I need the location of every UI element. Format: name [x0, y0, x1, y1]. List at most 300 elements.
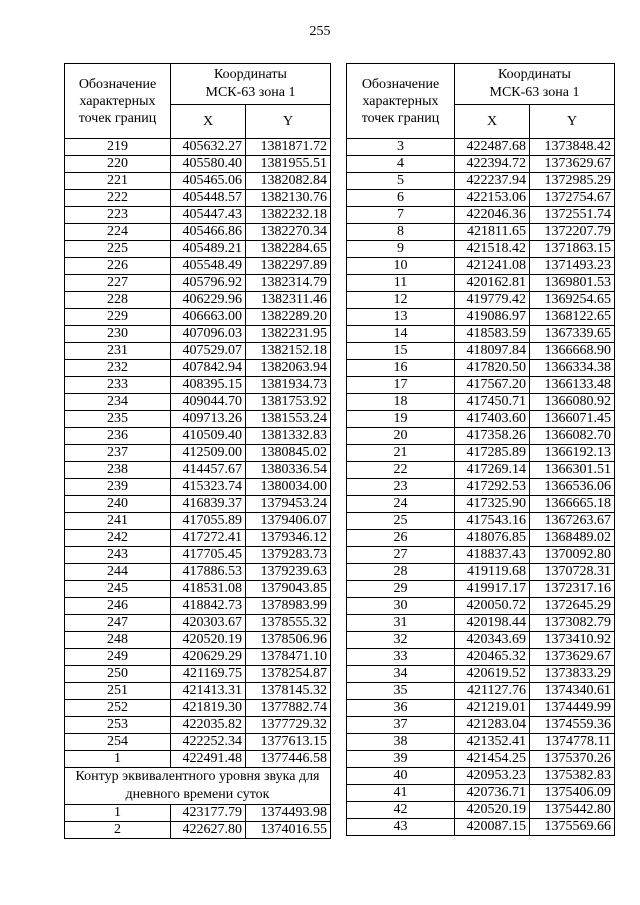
- y-coordinate-cell: 1380845.02: [246, 445, 331, 462]
- table-row: [65, 700, 331, 717]
- x-coordinate-cell: 408395.15: [171, 377, 246, 394]
- x-coordinate-cell: 415323.74: [171, 479, 246, 496]
- y-coordinate-cell: 1372317.16: [530, 581, 615, 598]
- y-coordinate-cell: 1382231.95: [246, 326, 331, 343]
- x-coordinate-cell: 405489.21: [171, 241, 246, 258]
- point-id-cell: 243: [65, 547, 171, 564]
- point-id-cell: 248: [65, 632, 171, 649]
- header-line: точек границ: [361, 110, 440, 126]
- x-coordinate-cell: 409713.26: [171, 411, 246, 428]
- point-id-cell: 249: [65, 649, 171, 666]
- y-coordinate-cell: 1366080.92: [530, 394, 615, 411]
- x-coordinate-cell: 418837.43: [455, 547, 530, 564]
- table-row: [347, 785, 615, 802]
- y-coordinate-cell: 1375370.26: [530, 751, 615, 768]
- y-coordinate-cell: 1381753.92: [246, 394, 331, 411]
- table-row: [65, 411, 331, 428]
- point-id-cell: 41: [347, 785, 455, 802]
- x-coordinate-cell: 417358.26: [455, 428, 530, 445]
- y-coordinate-cell: 1366334.38: [530, 360, 615, 377]
- point-id-cell: 40: [347, 768, 455, 785]
- y-coordinate-cell: 1366071.45: [530, 411, 615, 428]
- y-coordinate-cell: 1379346.12: [246, 530, 331, 547]
- table-row: [65, 377, 331, 394]
- y-coordinate-cell: 1366133.48: [530, 377, 615, 394]
- y-coordinate-cell: 1382297.89: [246, 258, 331, 275]
- point-id-cell: 254: [65, 734, 171, 751]
- y-coordinate-cell: 1378471.10: [246, 649, 331, 666]
- y-coordinate-cell: 1377446.58: [246, 751, 331, 768]
- page-number: 255: [309, 24, 331, 39]
- y-coordinate-cell: 1366192.13: [530, 445, 615, 462]
- point-id-cell: 3: [347, 139, 455, 156]
- y-coordinate-cell: 1378555.32: [246, 615, 331, 632]
- x-coordinate-cell: 420303.67: [171, 615, 246, 632]
- table-row: [347, 513, 615, 530]
- table-row: [65, 598, 331, 615]
- y-coordinate-cell: 1378506.96: [246, 632, 331, 649]
- point-id-cell: 8: [347, 224, 455, 241]
- y-coordinate-cell: 1370728.31: [530, 564, 615, 581]
- x-coordinate-cell: 412509.00: [171, 445, 246, 462]
- table-row: [347, 700, 615, 717]
- x-coordinate-cell: 417272.41: [171, 530, 246, 547]
- x-coordinate-cell: 422394.72: [455, 156, 530, 173]
- table-row: [347, 394, 615, 411]
- y-coordinate-cell: 1373848.42: [530, 139, 615, 156]
- y-header: Y: [246, 105, 331, 139]
- point-id-cell: 230: [65, 326, 171, 343]
- x-coordinate-cell: 421219.01: [455, 700, 530, 717]
- point-id-cell: 12: [347, 292, 455, 309]
- y-coordinate-cell: 1375569.66: [530, 819, 615, 836]
- x-header: X: [171, 105, 246, 139]
- table-row: [347, 343, 615, 360]
- y-header: Y: [530, 105, 615, 139]
- point-id-cell: 239: [65, 479, 171, 496]
- point-id-cell: 223: [65, 207, 171, 224]
- table-row: [347, 139, 615, 156]
- table-row: [65, 190, 331, 207]
- header-line: Координаты: [498, 67, 571, 82]
- point-id-cell: 232: [65, 360, 171, 377]
- point-id-cell: 252: [65, 700, 171, 717]
- table-row: [347, 309, 615, 326]
- table-row: [347, 241, 615, 258]
- point-id-cell: 25: [347, 513, 455, 530]
- point-id-cell: 2: [65, 822, 171, 839]
- section-label: Контур эквивалентного уровня звука для дневного времени суток: [65, 768, 331, 805]
- table-row: [65, 581, 331, 598]
- y-coordinate-cell: 1378254.87: [246, 666, 331, 683]
- coordinates-header: [455, 64, 615, 105]
- point-id-cell: 231: [65, 343, 171, 360]
- y-coordinate-cell: 1379043.85: [246, 581, 331, 598]
- table-row: [347, 530, 615, 547]
- x-coordinate-cell: 422252.34: [171, 734, 246, 751]
- y-coordinate-cell: 1369254.65: [530, 292, 615, 309]
- x-coordinate-cell: 422046.36: [455, 207, 530, 224]
- point-id-cell: 35: [347, 683, 455, 700]
- x-coordinate-cell: 405580.40: [171, 156, 246, 173]
- table-row: [347, 224, 615, 241]
- y-coordinate-cell: 1377729.32: [246, 717, 331, 734]
- x-coordinate-cell: 416839.37: [171, 496, 246, 513]
- x-coordinate-cell: 417285.89: [455, 445, 530, 462]
- x-coordinate-cell: 418842.73: [171, 598, 246, 615]
- point-id-cell: 9: [347, 241, 455, 258]
- y-coordinate-cell: 1382232.18: [246, 207, 331, 224]
- table-row: [65, 564, 331, 581]
- table-row: [347, 326, 615, 343]
- table-row: [347, 275, 615, 292]
- x-coordinate-cell: 421811.65: [455, 224, 530, 241]
- x-coordinate-cell: 417450.71: [455, 394, 530, 411]
- y-coordinate-cell: 1381553.24: [246, 411, 331, 428]
- y-coordinate-cell: 1373410.92: [530, 632, 615, 649]
- table-row: [65, 309, 331, 326]
- table-row: [347, 615, 615, 632]
- point-id-cell: 14: [347, 326, 455, 343]
- x-coordinate-cell: 417325.90: [455, 496, 530, 513]
- point-id-cell: 240: [65, 496, 171, 513]
- table-row: [347, 751, 615, 768]
- x-coordinate-cell: 407096.03: [171, 326, 246, 343]
- y-coordinate-cell: 1378145.32: [246, 683, 331, 700]
- x-coordinate-cell: 420050.72: [455, 598, 530, 615]
- x-coordinate-cell: 419917.17: [455, 581, 530, 598]
- header-line: Обозначение: [78, 76, 157, 92]
- x-coordinate-cell: 405447.43: [171, 207, 246, 224]
- table-row: [65, 394, 331, 411]
- y-coordinate-cell: 1381955.51: [246, 156, 331, 173]
- point-id-cell: 221: [65, 173, 171, 190]
- point-id-cell: 253: [65, 717, 171, 734]
- table-row: [347, 258, 615, 275]
- table-row: [65, 547, 331, 564]
- x-coordinate-cell: 418097.84: [455, 343, 530, 360]
- point-id-cell: 234: [65, 394, 171, 411]
- x-coordinate-cell: 420520.19: [455, 802, 530, 819]
- y-coordinate-cell: 1372645.29: [530, 598, 615, 615]
- table-row: [347, 683, 615, 700]
- table-row: [65, 530, 331, 547]
- point-id-cell: 43: [347, 819, 455, 836]
- x-coordinate-cell: 405448.57: [171, 190, 246, 207]
- point-id-cell: 18: [347, 394, 455, 411]
- point-id-cell: 34: [347, 666, 455, 683]
- x-coordinate-cell: 417543.16: [455, 513, 530, 530]
- x-coordinate-cell: 421518.42: [455, 241, 530, 258]
- table-row: [65, 513, 331, 530]
- header-line: Обозначение: [361, 76, 440, 92]
- table-row: [347, 547, 615, 564]
- point-id-cell: 22: [347, 462, 455, 479]
- y-coordinate-cell: 1380034.00: [246, 479, 331, 496]
- y-coordinate-cell: 1373629.67: [530, 649, 615, 666]
- y-coordinate-cell: 1381332.83: [246, 428, 331, 445]
- table-row: [347, 445, 615, 462]
- table-row: [65, 207, 331, 224]
- x-coordinate-cell: 420619.52: [455, 666, 530, 683]
- point-id-cell: 33: [347, 649, 455, 666]
- point-id-cell: 16: [347, 360, 455, 377]
- table-row: [347, 479, 615, 496]
- point-id-cell: 4: [347, 156, 455, 173]
- y-coordinate-cell: 1382289.20: [246, 309, 331, 326]
- table-row: [65, 224, 331, 241]
- y-coordinate-cell: 1379406.07: [246, 513, 331, 530]
- table-row: [65, 292, 331, 309]
- point-id-cell: 37: [347, 717, 455, 734]
- y-coordinate-cell: 1374493.98: [246, 805, 331, 822]
- point-id-cell: 247: [65, 615, 171, 632]
- x-coordinate-cell: 419119.68: [455, 564, 530, 581]
- x-coordinate-cell: 421352.41: [455, 734, 530, 751]
- x-coordinate-cell: 414457.67: [171, 462, 246, 479]
- x-coordinate-cell: 417403.60: [455, 411, 530, 428]
- y-coordinate-cell: 1367263.67: [530, 513, 615, 530]
- point-id-cell: 229: [65, 309, 171, 326]
- point-id-cell: 15: [347, 343, 455, 360]
- table-row: [65, 496, 331, 513]
- y-coordinate-cell: 1377613.15: [246, 734, 331, 751]
- x-header: X: [455, 105, 530, 139]
- y-coordinate-cell: 1372985.29: [530, 173, 615, 190]
- header-line: характерных: [362, 93, 439, 109]
- x-coordinate-cell: 420087.15: [455, 819, 530, 836]
- table-row: [347, 734, 615, 751]
- table-row: [65, 139, 331, 156]
- point-id-cell: 13: [347, 309, 455, 326]
- y-coordinate-cell: 1366665.18: [530, 496, 615, 513]
- point-id-cell: 27: [347, 547, 455, 564]
- section-row: [65, 768, 331, 805]
- point-id-cell: 225: [65, 241, 171, 258]
- point-id-cell: 244: [65, 564, 171, 581]
- x-coordinate-cell: 422487.68: [455, 139, 530, 156]
- table-row: [65, 241, 331, 258]
- point-id-cell: 21: [347, 445, 455, 462]
- y-coordinate-cell: 1382063.94: [246, 360, 331, 377]
- point-id-cell: 236: [65, 428, 171, 445]
- y-coordinate-cell: 1380336.54: [246, 462, 331, 479]
- header-line: характерных: [79, 93, 156, 109]
- x-coordinate-cell: 420343.69: [455, 632, 530, 649]
- table-row: [347, 428, 615, 445]
- y-coordinate-cell: 1374016.55: [246, 822, 331, 839]
- table-row: [65, 649, 331, 666]
- y-coordinate-cell: 1382270.34: [246, 224, 331, 241]
- y-coordinate-cell: 1382152.18: [246, 343, 331, 360]
- table-row: [65, 632, 331, 649]
- table-row: [347, 581, 615, 598]
- table-row: [65, 326, 331, 343]
- x-coordinate-cell: 422491.48: [171, 751, 246, 768]
- point-id-cell: 20: [347, 428, 455, 445]
- y-coordinate-cell: 1382314.79: [246, 275, 331, 292]
- table-row: [347, 632, 615, 649]
- point-id-cell: 251: [65, 683, 171, 700]
- table-row: [347, 649, 615, 666]
- point-id-cell: 42: [347, 802, 455, 819]
- table-row: [65, 360, 331, 377]
- table-row: [347, 462, 615, 479]
- point-id-cell: 6: [347, 190, 455, 207]
- y-coordinate-cell: 1379283.73: [246, 547, 331, 564]
- x-coordinate-cell: 423177.79: [171, 805, 246, 822]
- table-row: [347, 411, 615, 428]
- point-id-cell: 31: [347, 615, 455, 632]
- point-id-cell: 39: [347, 751, 455, 768]
- table-row: [65, 343, 331, 360]
- table-row: [65, 717, 331, 734]
- x-coordinate-cell: 422035.82: [171, 717, 246, 734]
- x-coordinate-cell: 405466.86: [171, 224, 246, 241]
- x-coordinate-cell: 422237.94: [455, 173, 530, 190]
- point-id-cell: 5: [347, 173, 455, 190]
- point-id-cell: 24: [347, 496, 455, 513]
- y-coordinate-cell: 1381871.72: [246, 139, 331, 156]
- table-row: [65, 683, 331, 700]
- table-row: [65, 479, 331, 496]
- y-coordinate-cell: 1374340.61: [530, 683, 615, 700]
- point-id-cell: 23: [347, 479, 455, 496]
- y-coordinate-cell: 1371863.15: [530, 241, 615, 258]
- y-coordinate-cell: 1370092.80: [530, 547, 615, 564]
- point-designation-header: [65, 64, 171, 139]
- table-row: [347, 173, 615, 190]
- x-coordinate-cell: 420953.23: [455, 768, 530, 785]
- x-coordinate-cell: 421169.75: [171, 666, 246, 683]
- table-row: [65, 258, 331, 275]
- x-coordinate-cell: 410509.40: [171, 428, 246, 445]
- x-coordinate-cell: 419086.97: [455, 309, 530, 326]
- table-row: [347, 377, 615, 394]
- x-coordinate-cell: 419779.42: [455, 292, 530, 309]
- x-coordinate-cell: 420520.19: [171, 632, 246, 649]
- point-id-cell: 29: [347, 581, 455, 598]
- point-id-cell: 38: [347, 734, 455, 751]
- x-coordinate-cell: 405465.06: [171, 173, 246, 190]
- x-coordinate-cell: 420162.81: [455, 275, 530, 292]
- point-id-cell: 227: [65, 275, 171, 292]
- x-coordinate-cell: 417055.89: [171, 513, 246, 530]
- y-coordinate-cell: 1367339.65: [530, 326, 615, 343]
- x-coordinate-cell: 406229.96: [171, 292, 246, 309]
- table-row: [347, 717, 615, 734]
- point-id-cell: 238: [65, 462, 171, 479]
- table-row: [65, 173, 331, 190]
- x-coordinate-cell: 405796.92: [171, 275, 246, 292]
- x-coordinate-cell: 421454.25: [455, 751, 530, 768]
- table-row: [347, 496, 615, 513]
- point-id-cell: 36: [347, 700, 455, 717]
- y-coordinate-cell: 1375442.80: [530, 802, 615, 819]
- point-id-cell: 250: [65, 666, 171, 683]
- x-coordinate-cell: 421241.08: [455, 258, 530, 275]
- x-coordinate-cell: 421819.30: [171, 700, 246, 717]
- y-coordinate-cell: 1366082.70: [530, 428, 615, 445]
- y-coordinate-cell: 1382082.84: [246, 173, 331, 190]
- point-designation-header: [347, 64, 455, 139]
- point-id-cell: 242: [65, 530, 171, 547]
- y-coordinate-cell: 1378983.99: [246, 598, 331, 615]
- table-row: [347, 190, 615, 207]
- table-row: [347, 598, 615, 615]
- table-row: [65, 822, 331, 839]
- y-coordinate-cell: 1382311.46: [246, 292, 331, 309]
- point-id-cell: 28: [347, 564, 455, 581]
- table-row: [347, 292, 615, 309]
- x-coordinate-cell: 407529.07: [171, 343, 246, 360]
- y-coordinate-cell: 1372551.74: [530, 207, 615, 224]
- x-coordinate-cell: 405632.27: [171, 139, 246, 156]
- y-coordinate-cell: 1375382.83: [530, 768, 615, 785]
- table-row: [65, 751, 331, 768]
- point-id-cell: 226: [65, 258, 171, 275]
- y-coordinate-cell: 1379239.63: [246, 564, 331, 581]
- y-coordinate-cell: 1373629.67: [530, 156, 615, 173]
- table-row: [347, 768, 615, 785]
- point-id-cell: 237: [65, 445, 171, 462]
- table-row: [347, 564, 615, 581]
- point-id-cell: 17: [347, 377, 455, 394]
- table-row: [347, 156, 615, 173]
- y-coordinate-cell: 1374559.36: [530, 717, 615, 734]
- x-coordinate-cell: 418583.59: [455, 326, 530, 343]
- point-id-cell: 10: [347, 258, 455, 275]
- point-id-cell: 246: [65, 598, 171, 615]
- y-coordinate-cell: 1372754.67: [530, 190, 615, 207]
- header-line: МСК-63 зона 1: [205, 85, 296, 100]
- table-row: [347, 360, 615, 377]
- y-coordinate-cell: 1368122.65: [530, 309, 615, 326]
- point-id-cell: 245: [65, 581, 171, 598]
- point-id-cell: 1: [65, 751, 171, 768]
- point-id-cell: 228: [65, 292, 171, 309]
- y-coordinate-cell: 1366668.90: [530, 343, 615, 360]
- table-row: [347, 802, 615, 819]
- x-coordinate-cell: 420629.29: [171, 649, 246, 666]
- point-id-cell: 224: [65, 224, 171, 241]
- point-id-cell: 219: [65, 139, 171, 156]
- x-coordinate-cell: 421127.76: [455, 683, 530, 700]
- y-coordinate-cell: 1372207.79: [530, 224, 615, 241]
- table-row: [65, 666, 331, 683]
- y-coordinate-cell: 1374449.99: [530, 700, 615, 717]
- x-coordinate-cell: 420198.44: [455, 615, 530, 632]
- point-id-cell: 233: [65, 377, 171, 394]
- y-coordinate-cell: 1373082.79: [530, 615, 615, 632]
- y-coordinate-cell: 1366536.06: [530, 479, 615, 496]
- point-id-cell: 220: [65, 156, 171, 173]
- x-coordinate-cell: 422627.80: [171, 822, 246, 839]
- point-id-cell: 30: [347, 598, 455, 615]
- coordinates-table-left: [64, 63, 331, 839]
- point-id-cell: 235: [65, 411, 171, 428]
- y-coordinate-cell: 1368489.02: [530, 530, 615, 547]
- table-row: [65, 462, 331, 479]
- table-row: [65, 734, 331, 751]
- x-coordinate-cell: 417820.50: [455, 360, 530, 377]
- table-row: [347, 207, 615, 224]
- table-row: [65, 615, 331, 632]
- x-coordinate-cell: 420736.71: [455, 785, 530, 802]
- x-coordinate-cell: 417886.53: [171, 564, 246, 581]
- point-id-cell: 222: [65, 190, 171, 207]
- y-coordinate-cell: 1373833.29: [530, 666, 615, 683]
